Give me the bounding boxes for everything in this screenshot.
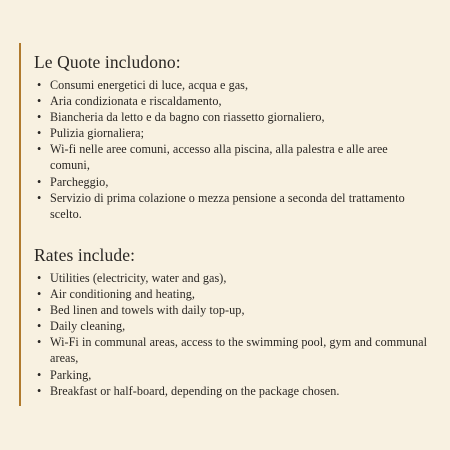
list-item xyxy=(34,270,429,286)
bullet-icon: • xyxy=(37,335,42,350)
list-item xyxy=(34,190,429,222)
bullet-icon: • xyxy=(37,174,42,189)
list-item-text: Bed linen and towels with daily top-up, xyxy=(50,303,245,318)
italian-section xyxy=(34,52,429,222)
list-item-text: Utilities (electricity, water and gas), xyxy=(50,271,227,285)
english-list xyxy=(34,270,429,399)
bullet-icon: • xyxy=(37,190,42,205)
rates-card xyxy=(19,43,429,406)
english-section xyxy=(34,245,429,399)
list-item xyxy=(34,302,429,318)
bullet-icon: • xyxy=(37,319,42,334)
list-item-text: Servizio di prima colazione o mezza pensione a seconda del trattamento scelto. xyxy=(50,190,405,221)
list-item-text: Consumi energetici di luce, acqua e gas, xyxy=(50,78,249,92)
list-item xyxy=(34,93,429,109)
list-item xyxy=(34,318,429,334)
bullet-icon: • xyxy=(37,271,42,285)
list-item xyxy=(34,174,429,190)
bullet-icon: • xyxy=(37,142,42,157)
list-item xyxy=(34,383,429,399)
list-item-text: Parcheggio, xyxy=(50,174,109,189)
bullet-icon: • xyxy=(37,367,42,382)
bullet-icon: • xyxy=(37,126,42,141)
bullet-icon: • xyxy=(37,383,42,398)
list-item-text: Wi-Fi in communal areas, access to the swimming pool, gym and communal areas, xyxy=(50,335,428,366)
list-item-text: Parking, xyxy=(50,367,92,382)
list-item xyxy=(34,109,429,125)
list-item-text: Air conditioning and heating, xyxy=(50,287,195,302)
bullet-icon: • xyxy=(37,78,42,92)
list-item xyxy=(34,367,429,383)
list-item xyxy=(34,125,429,141)
list-item xyxy=(34,286,429,302)
list-item-text: Daily cleaning, xyxy=(50,319,126,334)
italian-list xyxy=(34,77,429,222)
list-item-text: Biancheria da letto e da bagno con riassetto giornaliero, xyxy=(50,110,325,125)
italian-heading: Le Quote includono: xyxy=(34,52,181,72)
list-item-text: Breakfast or half-board, depending on the package chosen. xyxy=(50,383,340,398)
english-heading: Rates include: xyxy=(34,245,136,265)
list-item-text: Pulizia giornaliera; xyxy=(50,126,145,141)
list-item-text: Aria condizionata e riscaldamento, xyxy=(50,94,222,109)
list-item xyxy=(34,141,429,173)
bullet-icon: • xyxy=(37,110,42,125)
list-item-text: Wi-fi nelle aree comuni, accesso alla piscina, alla palestra e alle aree comuni, xyxy=(50,142,388,173)
bullet-icon: • xyxy=(37,303,42,318)
bullet-icon: • xyxy=(37,94,42,109)
bullet-icon: • xyxy=(37,287,42,302)
list-item xyxy=(34,334,429,366)
list-item xyxy=(34,77,429,93)
